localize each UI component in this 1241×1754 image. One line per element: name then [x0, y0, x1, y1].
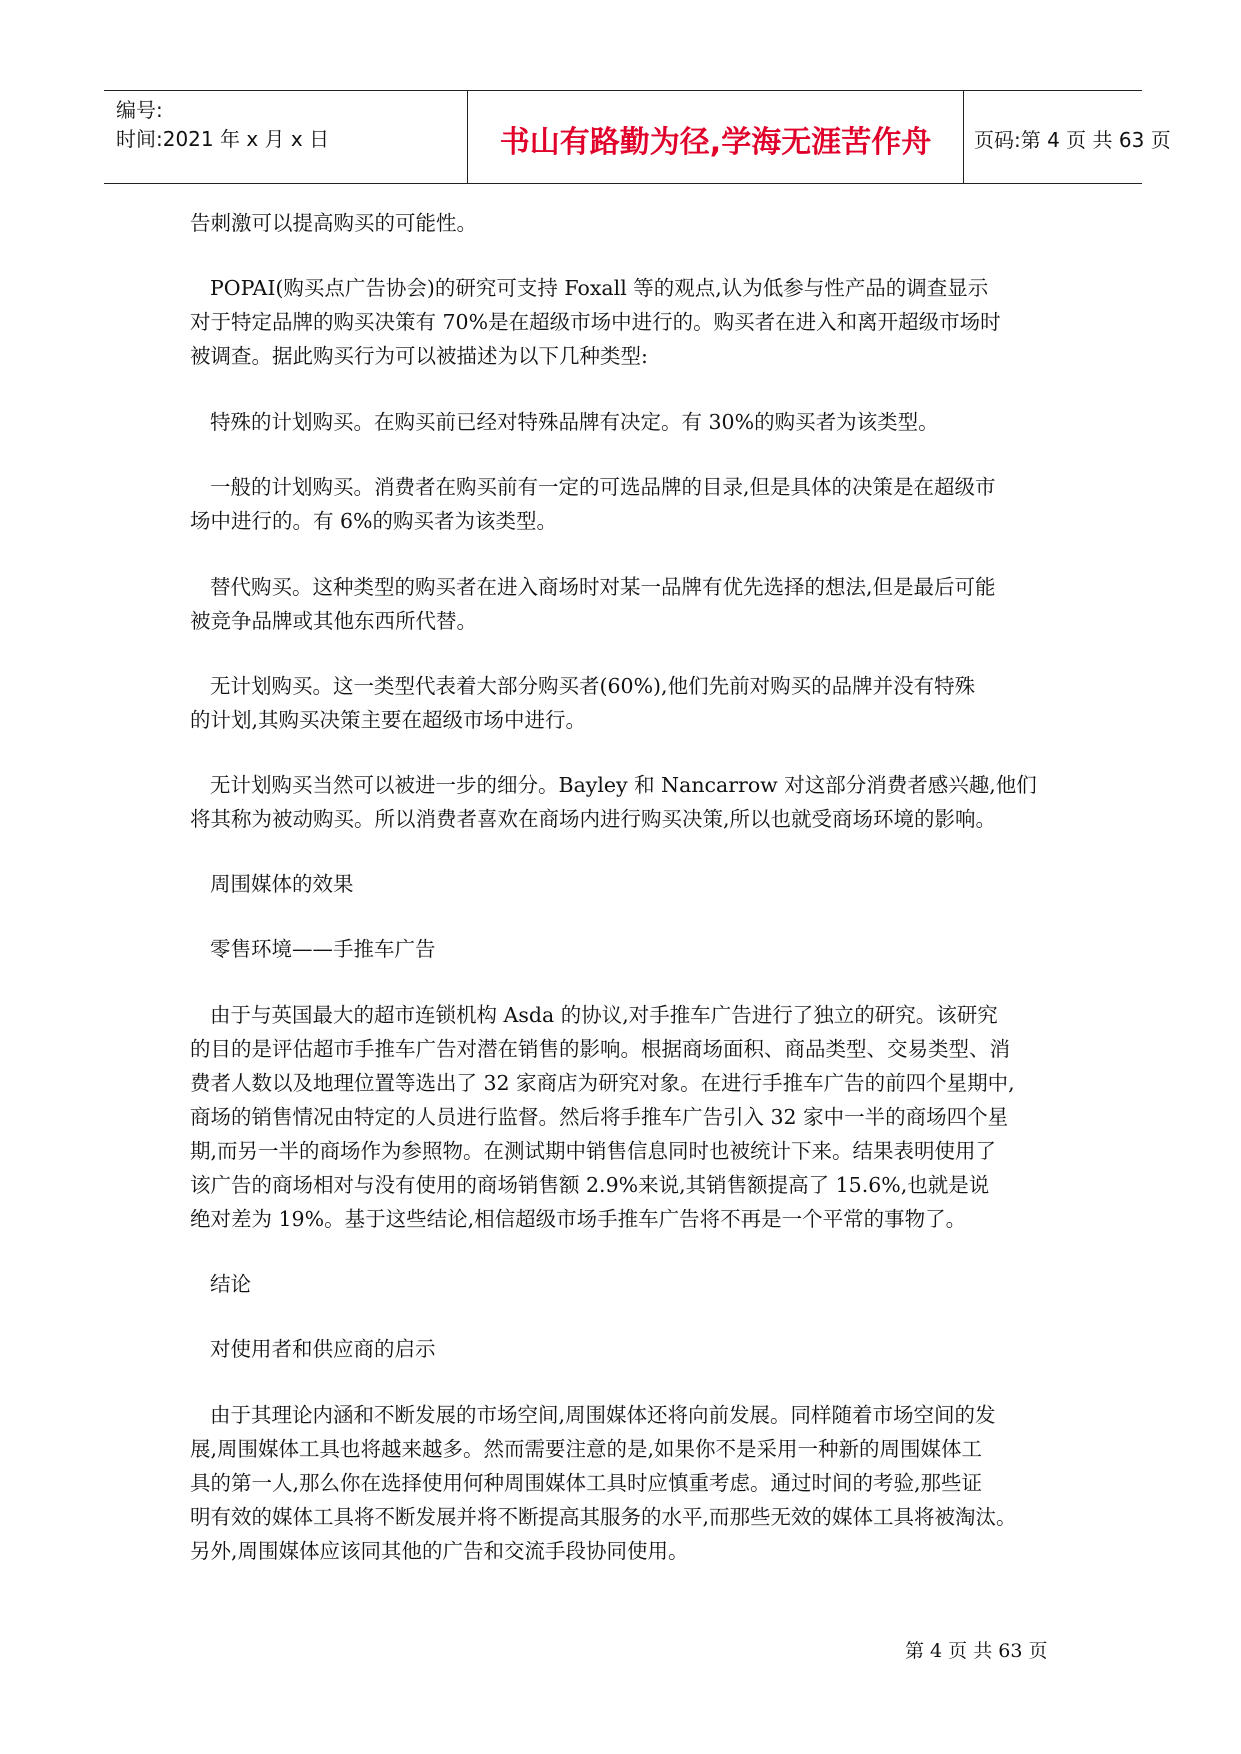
paragraph-line: 无计划购买。这一类型代表着大部分购买者(60%),他们先前对购买的品牌并没有特殊 — [210, 674, 976, 698]
paragraph-line: 场中进行的。有 6%的购买者为该类型。 — [190, 509, 558, 533]
paragraph-line: 商场的销售情况由特定的人员进行监督。然后将手推车广告引入 32 家中一半的商场四个星 — [190, 1105, 1009, 1129]
paragraph-line: 一般的计划购买。消费者在购买前有一定的可选品牌的目录,但是具体的决策是在超级市 — [210, 475, 996, 499]
paragraph-line: 明有效的媒体工具将不断发展并将不断提高其服务的水平,而那些无效的媒体工具将被淘汰。 — [190, 1505, 1017, 1529]
paragraph-line: 的计划,其购买决策主要在超级市场中进行。 — [190, 708, 587, 732]
header-motto-cell — [467, 91, 964, 183]
header-page-code: 页码:第 4 页 共 63 页 — [974, 128, 1171, 152]
header-meta-cell — [116, 91, 461, 183]
paragraph-line: 被竞争品牌或其他东西所代替。 — [190, 609, 477, 633]
paragraph-line: 展,周围媒体工具也将越来越多。然而需要注意的是,如果你不是采用一种新的周围媒体工 — [190, 1437, 983, 1461]
paragraph-line: 具的第一人,那么你在选择使用何种周围媒体工具时应慎重考虑。通过时间的考验,那些证 — [190, 1471, 983, 1495]
paragraph-line: 该广告的商场相对与没有使用的商场销售额 2.9%来说,其销售额提高了 15.6%,也就是说 — [190, 1173, 990, 1197]
page-header — [104, 90, 1171, 184]
paragraph-line: 费者人数以及地理位置等选出了 32 家商店为研究对象。在进行手推车广告的前四个星期中, — [190, 1071, 1015, 1095]
header-page-cell — [962, 91, 1171, 183]
paragraph-line: 被调查。据此购买行为可以被描述为以下几种类型: — [190, 344, 648, 368]
document-number-label: 编号: — [116, 98, 163, 122]
paragraph-line: 无计划购买当然可以被进一步的细分。Bayley 和 Nancarrow 对这部分消费者感兴趣,他们 — [210, 773, 1037, 797]
paragraph-line: 另外,周围媒体应该同其他的广告和交流手段协同使用。 — [190, 1539, 689, 1563]
section-heading: 结论 — [210, 1272, 251, 1296]
paragraph-line: POPAI(购买点广告协会)的研究可支持 Foxall 等的观点,认为低参与性产品的调查显示 — [210, 276, 989, 300]
section-heading: 对使用者和供应商的启示 — [210, 1337, 436, 1361]
paragraph-line: 由于与英国最大的超市连锁机构 Asda 的协议,对手推车广告进行了独立的研究。该研究 — [210, 1003, 998, 1027]
document-time-label: 时间:2021 年 x 月 x 日 — [116, 127, 330, 151]
paragraph-line: 绝对差为 19%。基于这些结论,相信超级市场手推车广告将不再是一个平常的事物了。 — [190, 1207, 967, 1231]
paragraph-line: 的目的是评估超市手推车广告对潜在销售的影响。根据商场面积、商品类型、交易类型、消 — [190, 1037, 1010, 1061]
header-motto: 书山有路勤为径,学海无涯苦作舟 — [499, 125, 932, 160]
paragraph-line: 将其称为被动购买。所以消费者喜欢在商场内进行购买决策,所以也就受商场环境的影响。 — [190, 807, 997, 831]
page-footer-number: 第 4 页 共 63 页 — [905, 1640, 1048, 1662]
paragraph-line: 期,而另一半的商场作为参照物。在测试期中销售信息同时也被统计下来。结果表明使用了 — [190, 1139, 997, 1163]
paragraph-line: 特殊的计划购买。在购买前已经对特殊品牌有决定。有 30%的购买者为该类型。 — [210, 410, 939, 434]
section-heading: 周围媒体的效果 — [210, 872, 354, 896]
paragraph-line: 对于特定品牌的购买决策有 70%是在超级市场中进行的。购买者在进入和离开超级市场时 — [190, 310, 1001, 334]
paragraph-line: 由于其理论内涵和不断发展的市场空间,周围媒体还将向前发展。同样随着市场空间的发 — [210, 1403, 996, 1427]
paragraph-line: 替代购买。这种类型的购买者在进入商场时对某一品牌有优先选择的想法,但是最后可能 — [210, 575, 996, 599]
section-heading: 零售环境——手推车广告 — [210, 937, 436, 961]
paragraph-line: 告刺激可以提高购买的可能性。 — [190, 211, 477, 235]
